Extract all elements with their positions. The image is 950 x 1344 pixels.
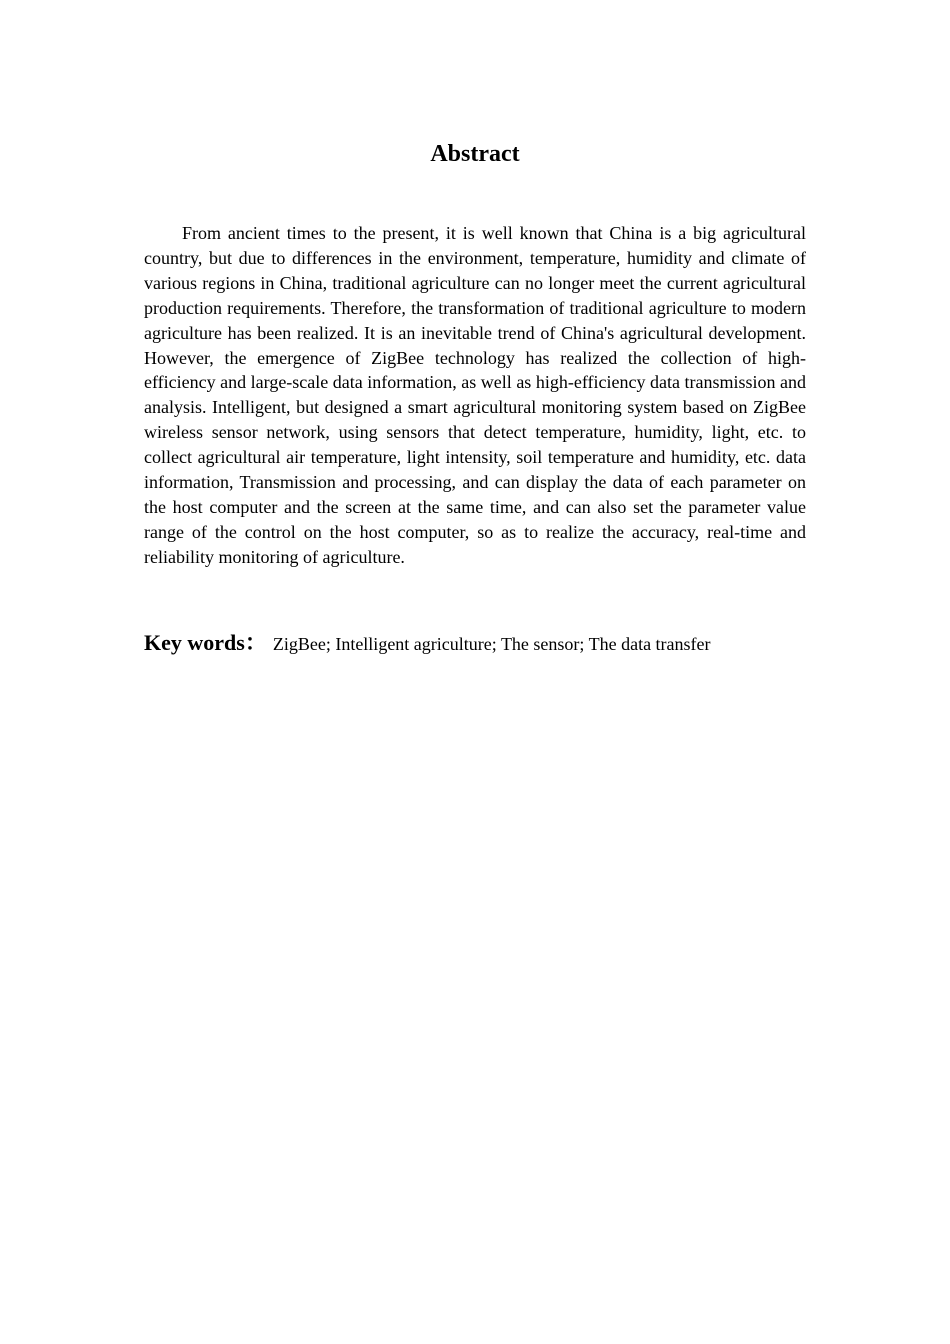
keywords-label: Key words [144,630,245,655]
keywords-separator: ： [244,630,267,655]
keywords-values: ZigBee; Intelligent agriculture; The sensor; The data transfer [272,634,711,654]
abstract-paragraph: From ancient times to the present, it is well known that China is a big agricultural country, but due to differences in the environment, temperature, humidity and climate of various regions in China, traditional agriculture can no longer meet the current agricultural production requirements. Therefore, the transformation of traditional agriculture to modern agriculture has been realized. It is an inevitable trend of China's agricultural development. However, the emergence of ZigBee technology has realized the collection of high-efficiency and large-scale data information, as well as high-efficiency data transmission and analysis. Intelligent, but designed a smart agricultural monitoring system based on ZigBee wireless sensor network, using sensors that detect temperature, humidity, light, etc. to collect agricultural air temperature, light intensity, soil temperature and humidity, etc. data information, Transmission and processing, and can display the data of each parameter on the host computer and the screen at the same time, and can also set the parameter value range of the control on the host computer, so as to realize the accuracy, real-time and reliability monitoring of agriculture. [144,223,806,567]
keywords-line [144,626,806,659]
page-title: Abstract [430,141,520,167]
